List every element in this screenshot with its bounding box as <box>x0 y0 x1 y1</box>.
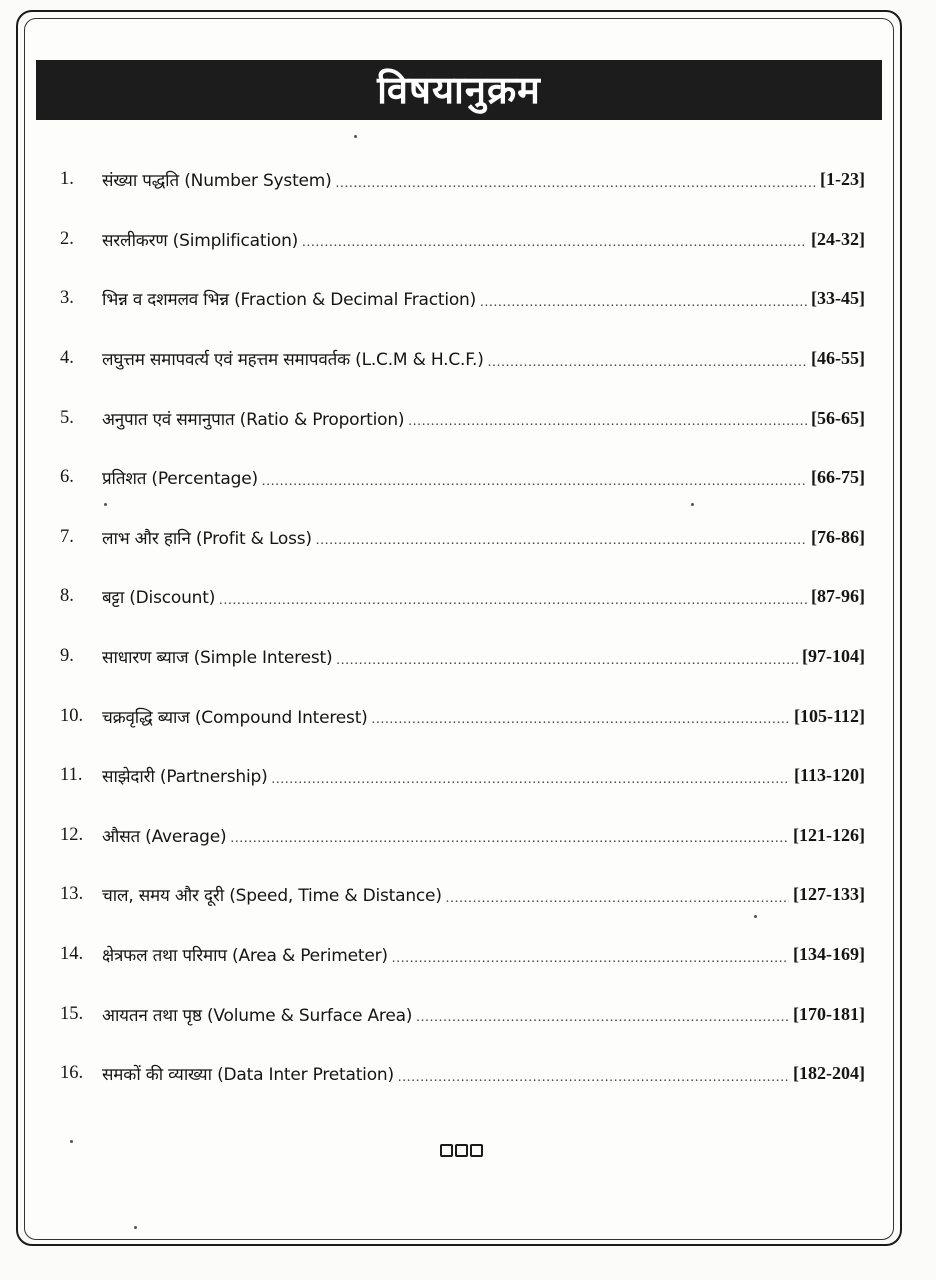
toc-entry-title: भिन्न व दशमलव भिन्न (Fraction & Decimal Fraction) <box>102 290 477 311</box>
toc-entry <box>60 508 865 568</box>
toc-entry-title: चक्रवृद्धि ब्याज (Compound Interest) <box>102 707 368 728</box>
print-speck <box>354 135 357 138</box>
toc-dot-leader <box>219 593 807 609</box>
toc-entry-pages: [87-96] <box>811 586 865 607</box>
toc-dot-leader <box>408 414 807 430</box>
toc-entry-pages: [76-86] <box>811 526 865 547</box>
toc-dot-leader <box>316 533 807 549</box>
print-speck <box>70 1140 73 1143</box>
print-speck <box>104 503 107 506</box>
three-squares-end-mark-icon <box>440 1144 483 1157</box>
square-icon <box>455 1144 468 1157</box>
toc-dot-leader <box>262 474 807 490</box>
toc-entry <box>60 388 865 448</box>
toc-dot-leader <box>446 891 789 907</box>
square-icon <box>470 1144 483 1157</box>
toc-entry-title: समकों की व्याख्या (Data Inter Pretation) <box>102 1065 394 1086</box>
toc-entry-number: 11. <box>60 765 83 786</box>
toc-entry <box>60 1044 865 1104</box>
toc-dot-leader <box>416 1010 789 1026</box>
toc-dot-leader <box>488 355 807 371</box>
toc-entry <box>60 329 865 389</box>
toc-entry-number: 13. <box>60 884 84 905</box>
print-speck <box>134 1226 137 1229</box>
toc-entry-pages: [56-65] <box>811 407 865 428</box>
toc-entry-number: 8. <box>60 586 74 607</box>
toc-dot-leader <box>336 653 798 669</box>
print-speck <box>754 915 757 918</box>
toc-dot-leader <box>372 712 790 728</box>
toc-entry-number: 4. <box>60 348 74 369</box>
toc-entry-title: चाल, समय और दूरी (Speed, Time & Distance) <box>102 886 442 907</box>
toc-entry-pages: [170-181] <box>793 1003 865 1024</box>
toc-entry-pages: [134-169] <box>793 944 865 965</box>
toc-dot-leader <box>398 1070 789 1086</box>
toc-entry <box>60 865 865 925</box>
toc-entry-number: 7. <box>60 526 74 547</box>
toc-entry-title: अनुपात एवं समानुपात (Ratio & Proportion) <box>102 409 405 430</box>
toc-dot-leader <box>272 772 790 788</box>
toc-entry <box>60 806 865 866</box>
toc-entry-pages: [46-55] <box>811 348 865 369</box>
title-banner <box>36 60 882 120</box>
toc-entry-title: औसत (Average) <box>102 826 227 847</box>
toc-entry-number: 5. <box>60 407 74 428</box>
toc-dot-leader <box>480 295 807 311</box>
toc-entry-pages: [1-23] <box>820 169 865 190</box>
toc-entry-pages: [121-126] <box>793 824 865 845</box>
toc-entry <box>60 210 865 270</box>
toc-entry-pages: [113-120] <box>794 765 865 786</box>
toc-entry-title: बट्टा (Discount) <box>102 588 216 609</box>
toc-entry-number: 9. <box>60 646 74 667</box>
toc-entry-title: क्षेत्रफल तथा परिमाप (Area & Perimeter) <box>102 946 388 967</box>
toc-entry <box>60 150 865 210</box>
toc-entry-number: 3. <box>60 288 74 309</box>
toc-entry-number: 15. <box>60 1003 84 1024</box>
toc-entry-title: सरलीकरण (Simplification) <box>102 230 299 251</box>
toc-entry-pages: [66-75] <box>811 467 865 488</box>
toc-entry-number: 12. <box>60 824 84 845</box>
page-title: विषयानुक्रम <box>377 68 541 112</box>
toc-dot-leader <box>336 176 816 192</box>
toc-entry <box>60 448 865 508</box>
toc-entry-pages: [182-204] <box>793 1063 865 1084</box>
toc-entry-number: 2. <box>60 228 74 249</box>
toc-entry-pages: [97-104] <box>802 646 865 667</box>
toc-entry-title: साधारण ब्याज (Simple Interest) <box>102 648 333 669</box>
toc-entry-title: लाभ और हानि (Profit & Loss) <box>102 528 312 549</box>
table-of-contents <box>60 150 865 1104</box>
toc-entry-title: साझेदारी (Partnership) <box>102 767 268 788</box>
toc-entry-number: 10. <box>60 705 84 726</box>
toc-entry <box>60 269 865 329</box>
toc-entry <box>60 746 865 806</box>
toc-entry-title: संख्या पद्धति (Number System) <box>102 171 332 192</box>
toc-entry-number: 6. <box>60 467 74 488</box>
toc-dot-leader <box>302 235 807 251</box>
toc-entry-pages: [33-45] <box>811 288 865 309</box>
toc-entry <box>60 567 865 627</box>
toc-entry-title: प्रतिशत (Percentage) <box>102 469 258 490</box>
toc-entry-title: लघुत्तम समापवर्त्य एवं महत्तम समापवर्तक (L.C.M & H.C.F.) <box>102 350 484 371</box>
toc-entry-pages: [105-112] <box>794 705 865 726</box>
toc-entry <box>60 984 865 1044</box>
toc-entry-title: आयतन तथा पृष्ठ (Volume & Surface Area) <box>102 1005 413 1026</box>
toc-entry-pages: [24-32] <box>811 228 865 249</box>
toc-dot-leader <box>392 951 789 967</box>
toc-entry <box>60 686 865 746</box>
toc-entry-pages: [127-133] <box>793 884 865 905</box>
toc-entry <box>60 925 865 985</box>
toc-dot-leader <box>230 831 789 847</box>
toc-entry-number: 14. <box>60 944 84 965</box>
toc-entry-number: 16. <box>60 1063 84 1084</box>
toc-entry-number: 1. <box>60 169 74 190</box>
square-icon <box>440 1144 453 1157</box>
toc-entry <box>60 627 865 687</box>
print-speck <box>691 503 694 506</box>
